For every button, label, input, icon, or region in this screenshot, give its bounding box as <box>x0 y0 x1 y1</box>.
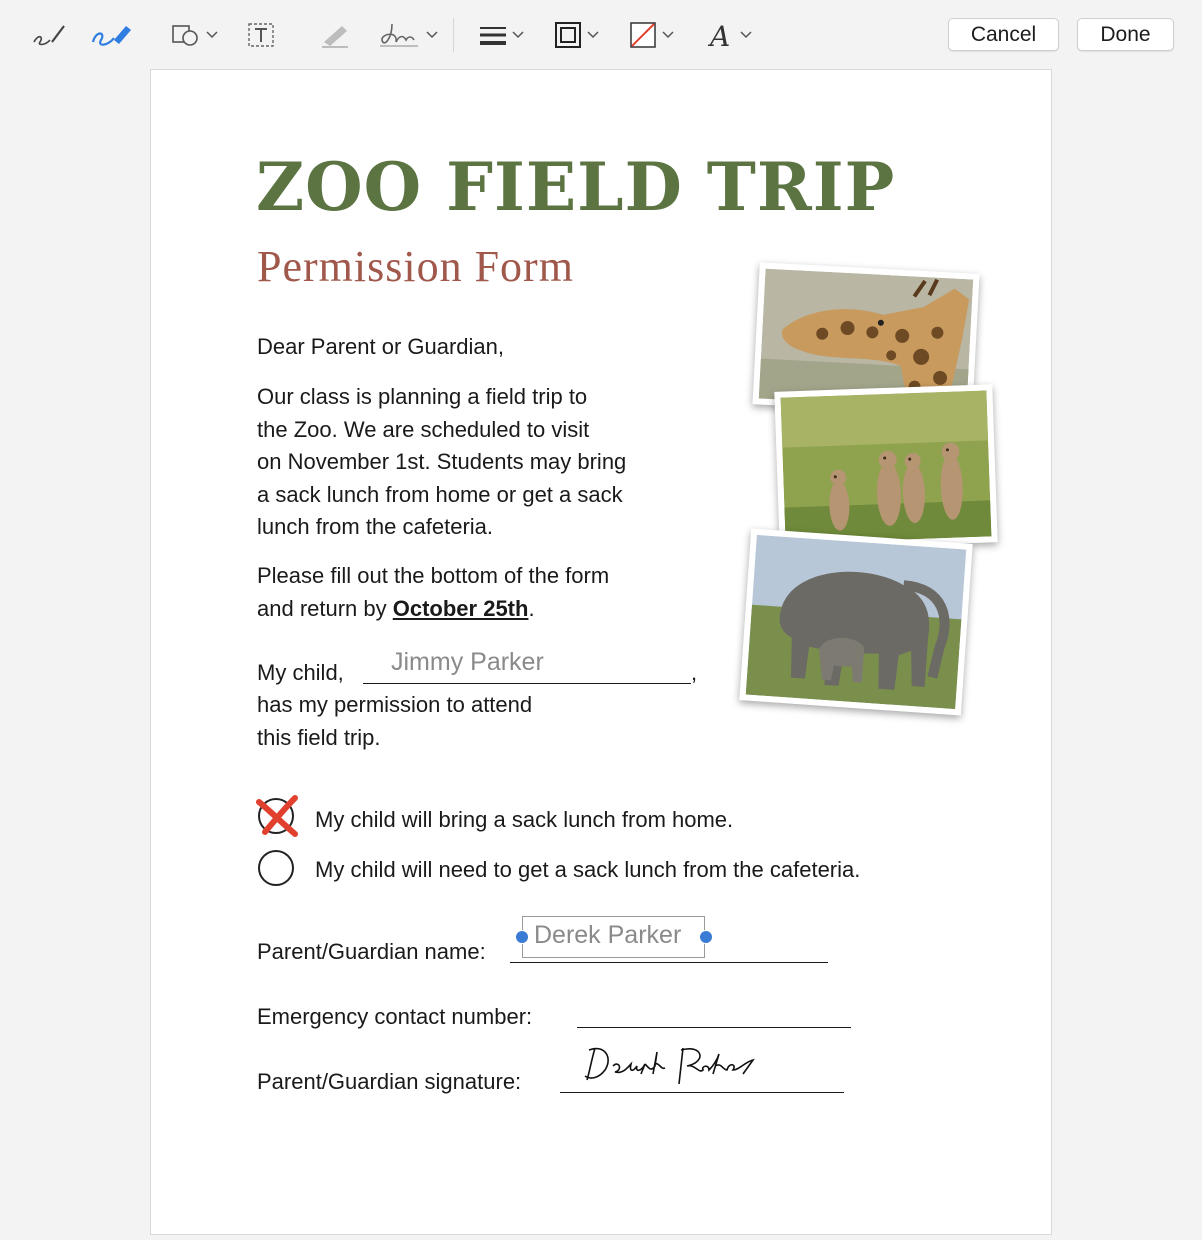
child-comma: , <box>691 660 698 685</box>
fill-color-icon <box>628 20 658 50</box>
signature-label: Parent/Guardian signature: <box>257 1069 522 1094</box>
signature-text <box>583 1040 589 1041</box>
guardian-name-label: Parent/Guardian name: <box>257 939 486 964</box>
meerkats-photo <box>774 384 997 550</box>
shapes-tool[interactable] <box>170 14 218 56</box>
emergency-contact-label: Emergency contact number: <box>257 1004 533 1029</box>
border-color-tool[interactable] <box>553 14 599 56</box>
checkmark-x-icon <box>255 794 301 838</box>
greeting: Dear Parent or Guardian, <box>257 334 505 359</box>
guardian-name-line <box>510 962 828 963</box>
chevron-down-icon <box>740 31 752 39</box>
text-line: the Zoo. We are scheduled to visit <box>257 416 590 442</box>
text-style-icon <box>706 20 736 50</box>
text-tool[interactable] <box>246 14 278 56</box>
text-fragment: . <box>528 595 535 621</box>
page-subtitle: Permission Form <box>257 242 574 291</box>
guardian-name-annotation[interactable]: Derek Parker <box>534 921 682 949</box>
toolbar-divider <box>453 18 454 52</box>
return-paragraph <box>257 560 609 625</box>
child-name-line <box>363 683 691 684</box>
resize-handle-right[interactable] <box>699 930 713 944</box>
permission-line: this field trip. <box>257 725 381 750</box>
done-button[interactable]: Done <box>1077 18 1174 51</box>
cancel-button[interactable]: Cancel <box>948 18 1059 51</box>
option-cafeteria-label: My child will need to get a sack lunch from the cafeteria. <box>315 857 861 882</box>
text-box-icon <box>246 20 278 50</box>
highlight-icon <box>318 20 352 50</box>
sketch-icon <box>30 20 70 50</box>
signature-annotation[interactable] <box>583 1040 783 1095</box>
chevron-down-icon <box>206 31 218 39</box>
markup-toolbar <box>0 0 1202 70</box>
text-line: Please fill out the bottom of the form <box>257 563 610 588</box>
text-line: lunch from the cafeteria. <box>257 514 494 539</box>
line-style-tool[interactable] <box>478 14 524 56</box>
signature-tool[interactable] <box>378 14 438 56</box>
svg-text:A: A <box>710 20 731 50</box>
handwritten-signature-icon <box>583 1040 783 1095</box>
sketch-tool[interactable] <box>30 14 70 56</box>
border-color-icon <box>553 20 583 50</box>
resize-handle-left[interactable] <box>515 930 529 944</box>
draw-icon <box>90 20 134 50</box>
page-title: ZOO FIELD TRIP <box>256 148 896 226</box>
option-home-label: My child will bring a sack lunch from home. <box>315 807 734 832</box>
signature-icon <box>378 20 422 50</box>
intro-paragraph <box>257 381 626 544</box>
emergency-contact-line <box>577 1027 851 1028</box>
option-cafeteria-radio[interactable] <box>258 850 294 886</box>
fill-color-tool[interactable] <box>628 14 674 56</box>
text-line <box>257 593 609 626</box>
elephants-photo <box>739 528 972 715</box>
deadline-date: October 25th <box>392 595 529 621</box>
text-line: Our class is planning a field trip to <box>257 384 588 409</box>
chevron-down-icon <box>587 31 599 39</box>
shapes-icon <box>170 20 202 50</box>
text-fragment: and return by <box>257 595 393 621</box>
permission-line: has my permission to attend <box>257 692 533 717</box>
highlight-tool[interactable] <box>318 14 352 56</box>
text-line: on November 1st. Students may bring <box>257 449 627 474</box>
chevron-down-icon <box>512 31 524 39</box>
chevron-down-icon <box>662 31 674 39</box>
child-name-annotation[interactable]: Jimmy Parker <box>391 648 544 676</box>
draw-tool[interactable] <box>90 14 134 56</box>
text-annotation-box[interactable] <box>522 916 705 958</box>
line-style-icon <box>478 20 508 50</box>
text-line: a sack lunch from home or get a sack <box>257 481 623 507</box>
text-style-tool[interactable] <box>706 14 752 56</box>
child-label: My child, <box>257 660 344 685</box>
chevron-down-icon <box>426 31 438 39</box>
document-page <box>150 69 1052 1235</box>
